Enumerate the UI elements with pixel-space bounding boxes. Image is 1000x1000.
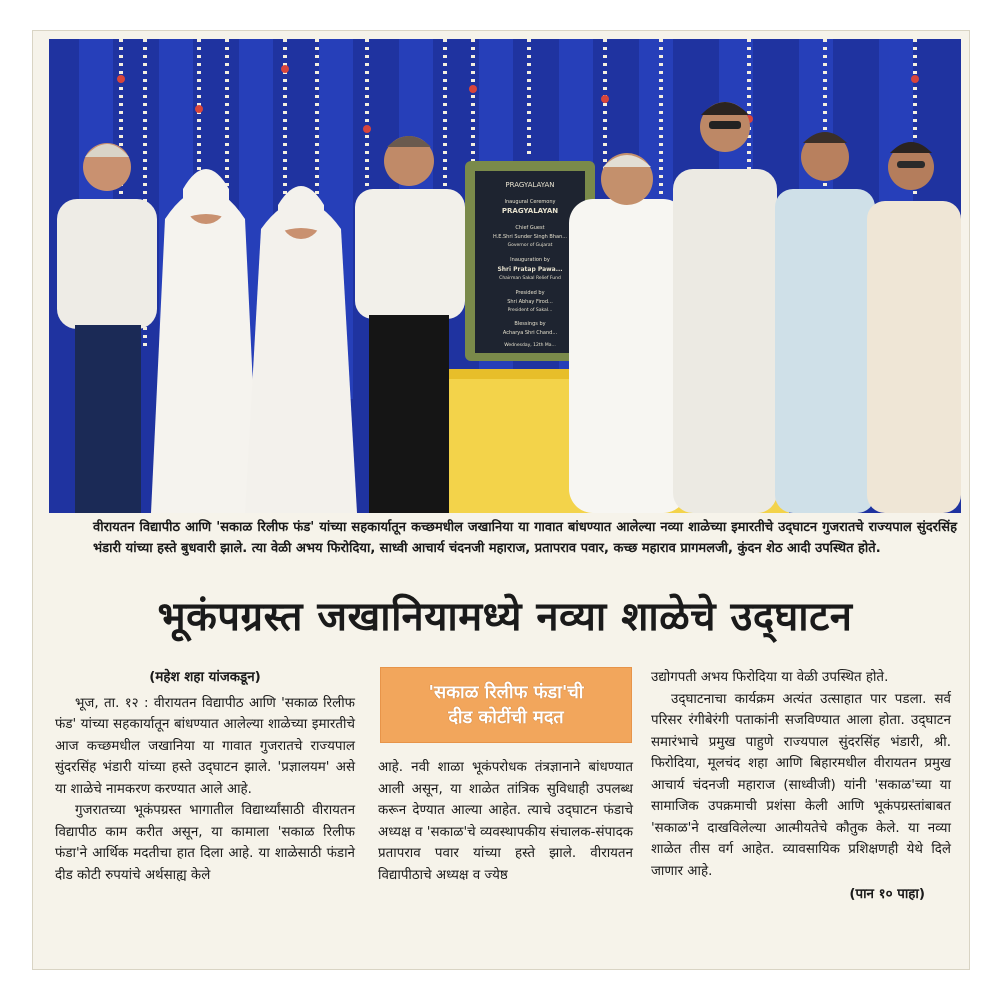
subhead-line-2: दीड कोटींची मदत <box>448 707 564 728</box>
plaque-banner: PRAGYALAYAN <box>505 181 555 189</box>
plaque-line: Chairman Sakal Relief Fund <box>499 276 561 281</box>
plaque-line: Acharya Shri Chand... <box>502 330 558 336</box>
article-column-1 <box>55 667 355 886</box>
plaque-line: PRAGYALAYAN <box>501 207 559 215</box>
byline: (महेश शहा यांजकडून) <box>149 670 261 685</box>
plaque-line: Shri Abhay Firod... <box>507 299 553 305</box>
person-4 <box>355 136 465 513</box>
person-5 <box>569 153 687 513</box>
plaque-line: President of Sakal... <box>507 308 553 313</box>
person-3 <box>245 186 357 513</box>
plaque-line: H.E.Shri Sunder Singh Bhan... <box>492 234 568 240</box>
plaque-line: Blessings by <box>514 321 546 327</box>
article-paragraph: उद्‌घाटनाचा कार्यक्रम अत्यंत उत्साहात पार पडला. सर्व परिसर रंगीबेरंगी पताकांनी सजविण्यात आला होता. उद्‌घाटन समारंभाचे प्रमुख पाहुणे राज्यपाल सुंदरसिंह भंडारी, श्री. फिरोदिया, मूलचंद शहा आणि बिहारमधील वीरायतन प्रमुख आचार्य चंदनजी महाराज (साध्वीजी) यांनी 'सकाळ'च्या या सामाजिक उपक्रमाची प्रशंसा केली आणि भूकंपग्रस्तांबाबत 'सकाळ'ने दाखविलेल्या आत्मीयतेचे कौतुक केले. या नव्या शाळेत तीस वर्ग आहेत. व्यावसायिक प्रशिक्षणही येथे दिले जाणार आहे. <box>651 691 951 879</box>
headline: भूकंपग्रस्त जखानियामध्ये नव्या शाळेचे उद्‌घाटन <box>157 594 853 640</box>
person-2 <box>151 169 259 513</box>
article-paragraph: आहे. नवी शाळा भूकंपरोधक तंत्रज्ञानाने बांधण्यात आली असून, या शाळेत तांत्रिक सुविधाही उपलब्ध करून देण्यात आल्या आहेत. त्याचे उद्‌घाटन फंडाचे अध्यक्ष व 'सकाळ'चे व्यवस्थापकीय संचालक-संपादक प्रतापराव पवार यांच्या हस्ते झाले. वीरायतन विद्यापीठाचे अध्यक्ष व ज्येष्ठ <box>378 760 633 883</box>
article-paragraph: गुजरातच्या भूकंपग्रस्त भागातील विद्यार्थ्यांसाठी वीरायतन विद्यापीठ काम करीत असून, या कामाला 'सकाळ रिलीफ फंडा'ने आर्थिक मदतीचा हात दिला आहे. या शाळेसाठी फंडाने दीड कोटी रुपयांचे अर्थसाह्य केले <box>55 803 355 883</box>
subhead-box <box>380 667 632 743</box>
plaque-line: Wednesday, 12th Ma... <box>504 343 556 348</box>
caption-text: वीरायतन विद्यापीठ आणि 'सकाळ रिलीफ फंड' यांच्या सहकार्यातून कच्छमधील जखानिया या गावात बांधण्यात आलेल्या नव्या शाळेच्या इमारतीचे उद्‌घाटन गुजरातचे राज्यपाल सुंदरसिंह भंडारी यांच्या हस्ते बुधवारी झाले. त्या वेळी अभय फिरोदिया, साध्वी आचार्य चंदनजी महाराज, प्रतापराव पवार, कच्छ महाराव प्रागमलजी, कुंदन शेठ आदी उपस्थित होते. <box>93 520 957 556</box>
article-column-2 <box>378 667 633 886</box>
plaque-line: Governor of Gujarat <box>507 243 553 248</box>
newspaper-clipping <box>32 30 970 970</box>
photo-illustration <box>49 39 961 513</box>
article-paragraph: भूज, ता. १२ : वीरायतन विद्यापीठ आणि 'सकाळ रिलीफ फंड' यांच्या सहकार्यातून बांधण्यात आलेल्या शाळेच्या इमारतीचे आज कच्छमधील जखानिया या गावात गुजरातचे राज्यपाल सुंदरसिंह भंडारी यांच्या हस्ते उद्‌घाटन झाले. 'प्रज्ञालयम' असे या शाळेचे नामकरण करण्यात आले आहे. <box>55 695 355 797</box>
photo-caption <box>53 518 957 559</box>
article-paragraph: उद्योगपती अभय फिरोदिया या वेळी उपस्थित होते. <box>651 670 889 685</box>
news-photo <box>49 39 961 513</box>
page-reference: (पान १० पाहा) <box>849 887 925 902</box>
plaque-line: Chief Guest <box>515 225 545 231</box>
plaque-line: Inaugural Ceremony <box>504 199 556 205</box>
article-column-3 <box>651 667 951 906</box>
plaque-line: Shri Pratap Pawa... <box>497 266 563 273</box>
plaque-line: Presided by <box>515 290 545 296</box>
plaque-line: Inauguration by <box>510 257 550 263</box>
subhead-line-1: 'सकाळ रिलीफ फंडा'ची <box>428 682 584 703</box>
